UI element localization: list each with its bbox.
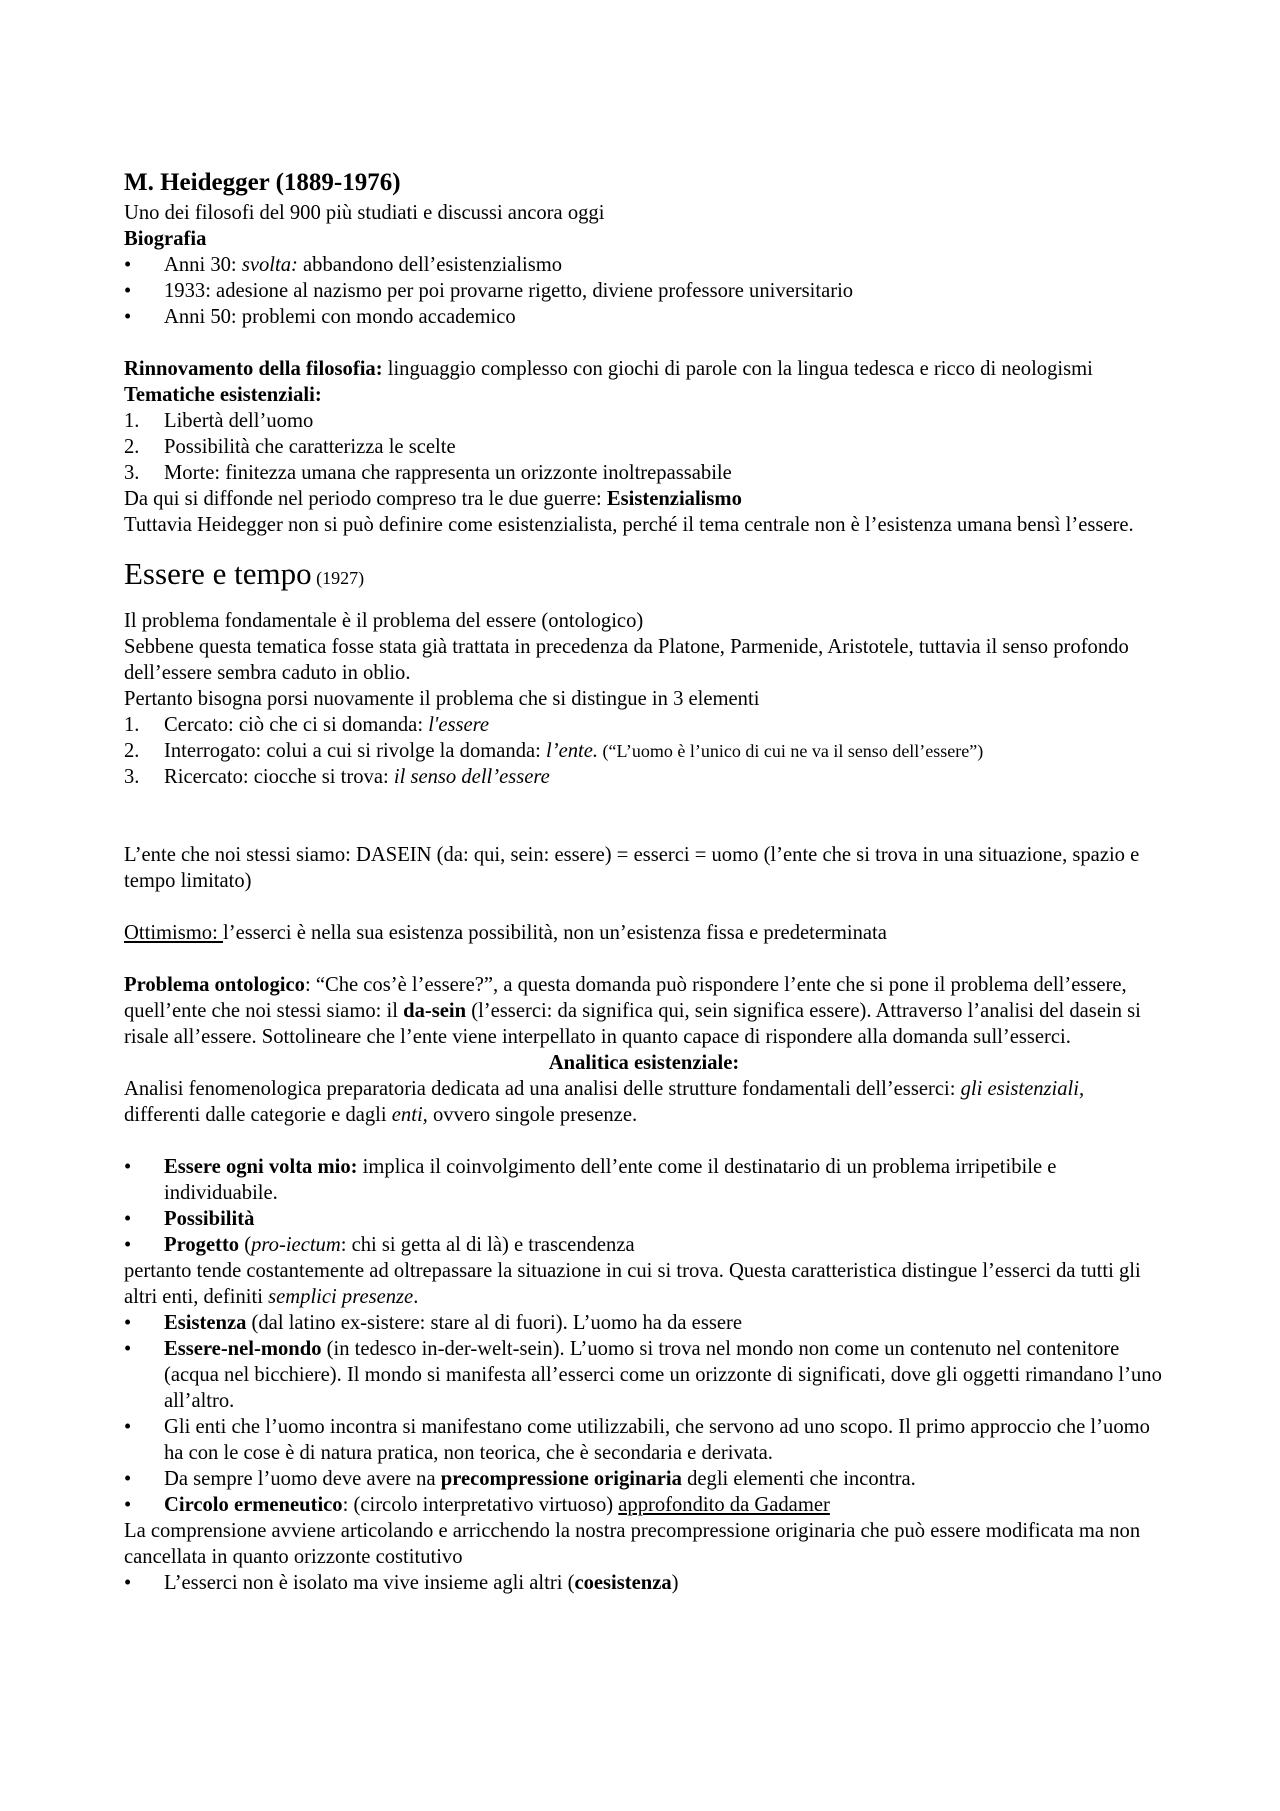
section-heading-essere-e-tempo: Essere e tempo (1927) — [124, 556, 365, 591]
list-item: 2. Possibilità che caratterizza le scelte — [124, 436, 456, 458]
analitica-paragraph: Analisi fenomenologica preparatoria dedicata ad una analisi delle strutture fondamentali dell’esserci: gli esistenziali, differenti dalle categorie e dagli enti, ovvero singole presenze. — [124, 1078, 1085, 1126]
list-item: 2. Interrogato: colui a cui si rivolge la domanda: l’ente. (“L’uomo è l’unico di cui ne va il senso dell’essere”) — [124, 740, 984, 762]
list-item: 1. Cercato: ciò che ci si domanda: l'essere — [124, 714, 490, 736]
pertanto-paragraph: pertanto tende costantemente ad oltrepassare la situazione in cui si trova. Questa caratteristica distingue l’esserci da tutti gli altri enti, definiti semplici presenze. — [124, 1260, 1141, 1308]
tematiche-list — [124, 408, 1164, 486]
esistenziali-list-1 — [124, 1154, 1164, 1258]
biografia-heading: Biografia — [124, 228, 207, 250]
tuttavia-paragraph: Tuttavia Heidegger non si può definire come esistenzialista, perché il tema centrale non è l’esistenza umana bensì l’essere. — [124, 514, 1134, 536]
list-item: 3. Ricercato: ciocche si trova: il senso dell’essere — [124, 766, 550, 788]
list-item: • Da sempre l’uomo deve avere na precompressione originaria degli elementi che incontra. — [124, 1466, 1164, 1492]
dasein-paragraph: L’ente che noi stessi siamo: DASEIN (da: qui, sein: essere) = esserci = uomo (l’ente che si trova in una situazione, spazio e tempo limitato) — [124, 844, 1140, 892]
document-title: M. Heidegger (1889-1976) — [124, 169, 401, 196]
comprensione-paragraph: La comprensione avviene articolando e arricchendo la nostra precompressione originaria che può essere modificata ma non cancellata in quanto orizzonte costitutivo — [124, 1520, 1141, 1568]
tematiche-heading: Tematiche esistenziali: — [124, 384, 322, 406]
ottimismo-paragraph: Ottimismo: l’esserci è nella sua esistenza possibilità, non un’esistenza fissa e predeterminata — [124, 922, 887, 944]
essere-tempo-p2: Sebbene questa tematica fosse stata già trattata in precedenza da Platone, Parmenide, Aristotele, tuttavia il senso profondo dell’essere sembra caduto in oblio. — [124, 636, 1129, 684]
biografia-list — [124, 252, 1164, 330]
list-item: • Progetto (pro-iectum: chi si getta al di là) e trascendenza — [124, 1232, 1164, 1258]
esistenziali-list-2 — [124, 1310, 1164, 1518]
list-item: • 1933: adesione al nazismo per poi provarne rigetto, diviene professore universitario — [124, 278, 1164, 304]
list-item: • Gli enti che l’uomo incontra si manifestano come utilizzabili, che servono ad uno scopo. Il primo approccio che l’uomo ha con le cose è di natura pratica, non teorica, che è secondaria e derivata. — [124, 1414, 1164, 1466]
rinnovamento-paragraph: Rinnovamento della filosofia: linguaggio complesso con giochi di parole con la lingua tedesca e ricco di neologismi — [124, 358, 1093, 380]
list-item: • Essere-nel-mondo (in tedesco in-der-welt-sein). L’uomo si trova nel mondo non come un contenuto nel contenitore (acqua nel bicchiere). Il mondo si manifesta all’esserci come un orizzonte di significati, dove gli oggetti rimandano l’uno all’altro. — [124, 1336, 1164, 1414]
list-item: • Esistenza (dal latino ex-sistere: stare al di fuori). L’uomo ha da essere — [124, 1310, 1164, 1336]
essere-tempo-p1: Il problema fondamentale è il problema del essere (ontologico) — [124, 610, 644, 632]
list-item: • Possibilità — [124, 1206, 1164, 1232]
coesistenza-list — [124, 1570, 1164, 1596]
list-item: • Anni 30: svolta: abbandono dell’esistenzialismo — [124, 252, 1164, 278]
essere-tempo-p3: Pertanto bisogna porsi nuovamente il problema che si distingue in 3 elementi — [124, 688, 760, 710]
diffusione-paragraph: Da qui si diffonde nel periodo compreso tra le due guerre: Esistenzialismo — [124, 488, 742, 510]
intro-text: Uno dei filosofi del 900 più studiati e discussi ancora oggi — [124, 202, 605, 224]
document-page — [124, 168, 1164, 1596]
list-item: • Essere ogni volta mio: implica il coinvolgimento dell’ente come il destinatario di un problema irripetibile e individuabile. — [124, 1154, 1164, 1206]
elementi-list — [124, 712, 1164, 790]
problema-ontologico-paragraph: Problema ontologico: “Che cos’è l’essere?”, a questa domanda può rispondere l’ente che si pone il problema dell’essere, quell’ente che noi stessi siamo: il da-sein (l’esserci: da significa qui, sein significa essere). Attraverso l’analisi del dasein si risale all’essere. Sottolineare che l’ente viene interpellato in quanto capace di rispondere alla domanda sull’esserci. — [124, 974, 1141, 1048]
list-item: 3. Morte: finitezza umana che rappresenta un orizzonte inoltrepassabile — [124, 462, 732, 484]
list-item: • Circolo ermeneutico: (circolo interpretativo virtuoso) approfondito da Gadamer — [124, 1492, 1164, 1518]
list-item: • L’esserci non è isolato ma vive insieme agli altri (coesistenza) — [124, 1570, 1164, 1596]
list-item: • Anni 50: problemi con mondo accademico — [124, 304, 1164, 330]
analitica-heading: Analitica esistenziale: — [548, 1052, 740, 1074]
list-item: 1. Libertà dell’uomo — [124, 410, 314, 432]
